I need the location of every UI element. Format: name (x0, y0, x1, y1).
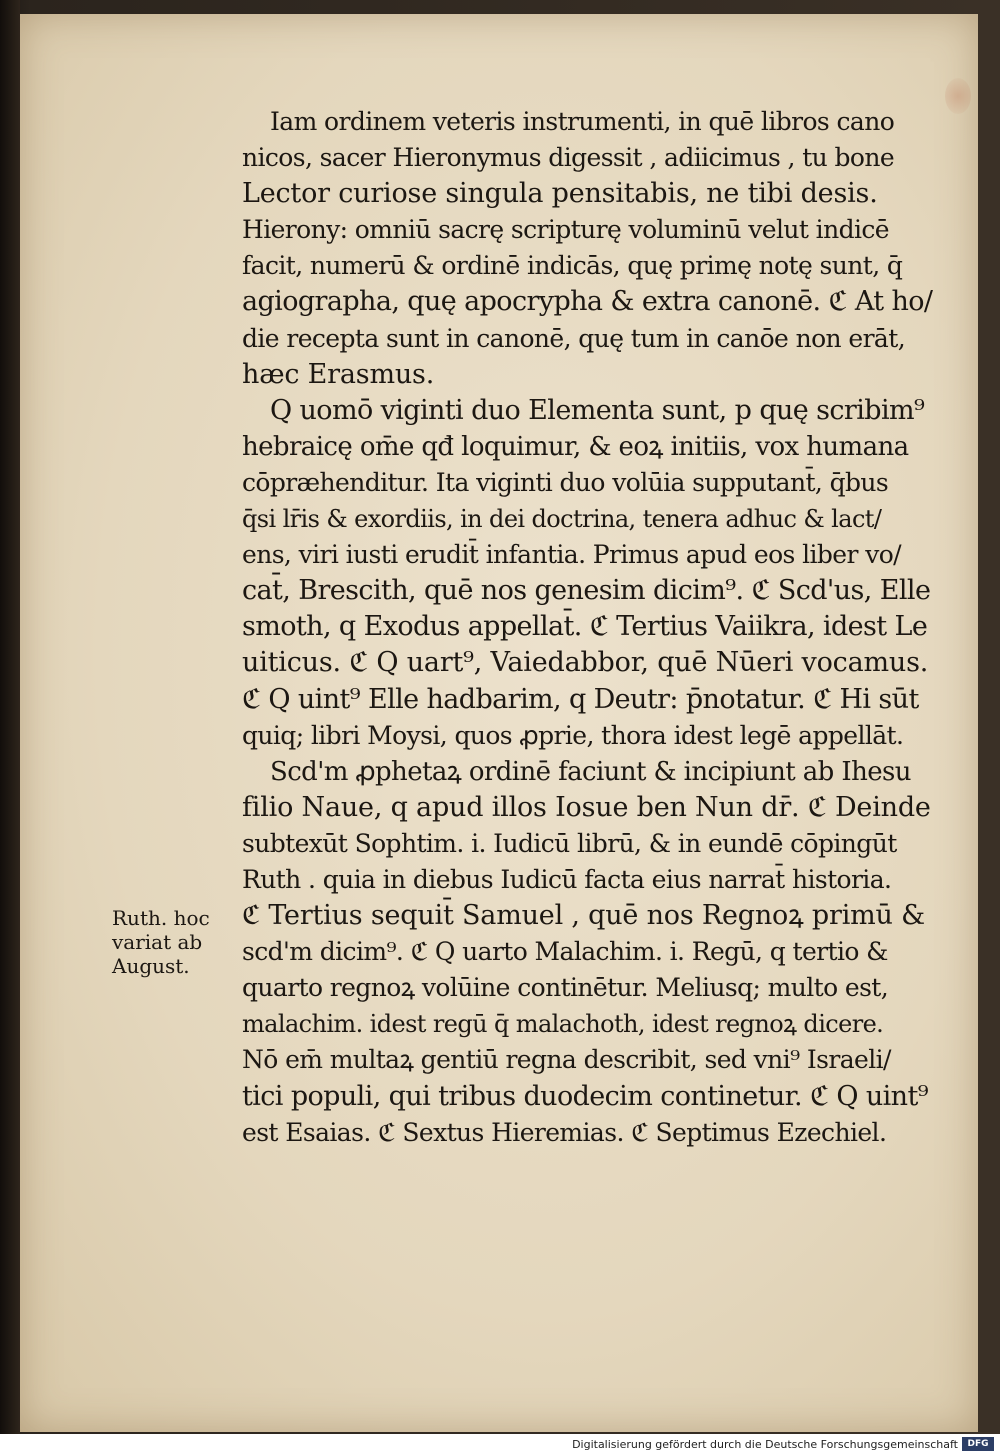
funding-credit: Digitalisierung gefördert durch die Deutsche Forschungsgemeinschaft (572, 1438, 958, 1451)
text-line: ens, viri iusti erudit̄ infantia. Primus apud eos liber vo/ (242, 540, 901, 570)
text-line: scd'm dicim⁹. ℭ Q uarto Malachim. i. Regū, q tertio & (242, 937, 888, 967)
text-line: quiq; libri Moysi, quos ꝓprie, thora idest legē appellāt. (242, 720, 904, 750)
text-line: est Esaias. ℭ Sextus Hieremias. ℭ Septimus Ezechiel. (242, 1117, 887, 1147)
text-line: filio Naue, q apud illos Iosue ben Nun dr̄. ℭ Deinde (242, 791, 931, 823)
margin-note-line: August. (112, 954, 190, 978)
text-line: Hierony: omniū sacrę scripturę voluminū velut indicē (242, 215, 889, 245)
text-line: nicos, sacer Hieronymus digessit , adiicimus , tu bone (242, 143, 895, 173)
text-line: hæc Erasmus. (242, 358, 435, 390)
text-line: agiographa, quę apocrypha & extra canonē. ℭ At ho/ (242, 286, 933, 318)
margin-note (112, 906, 212, 978)
margin-note-line: Ruth. hoc (112, 906, 210, 930)
text-line: smoth, q Exodus appellat̄. ℭ Tertius Vaiikra, idest Le (242, 611, 928, 643)
text-line: cat̄, Brescith, quē nos genesim dicim⁹. ℭ Scd'us, Elle (242, 575, 931, 607)
text-line: Nō em̄ multaꝝ gentiū regna describit, sed vni⁹ Israeli/ (242, 1045, 891, 1075)
footer-bar (0, 1434, 1000, 1454)
margin-note-line: variat ab (112, 930, 203, 954)
text-line: Scd'm ꝓphetaꝝ ordinē faciunt & incipiunt ab Ihesu (270, 756, 911, 787)
main-text-block (242, 104, 932, 1151)
text-line: cōpræhenditur. Ita viginti duo volūia supputant̄, q̄bus (242, 467, 889, 497)
text-line: Ruth . quia in diebus Iudicū facta eius narrat̄ historia. (242, 864, 892, 894)
text-line: facit, numerū & ordinē indicās, quę primę notę sunt, q̄ (242, 251, 903, 281)
text-line: q̄si lr̄is & exordiis, in dei doctrina, tenera adhuc & lact/ (242, 505, 882, 534)
text-line: hebraicę om̄e qđ loquimur, & eoꝝ initiis, vox humana (242, 431, 909, 462)
text-line: Q uomō viginti duo Elementa sunt, p quę scribim⁹ (270, 394, 925, 426)
book-spine-edge (0, 0, 20, 1454)
text-line: Lector curiose singula pensitabis, ne tibi desis. (242, 178, 878, 210)
dfg-logo: DFG (962, 1437, 994, 1451)
text-line: quarto regnoꝝ volūine continētur. Meliusq; multo est, (242, 973, 889, 1003)
text-line: uiticus. ℭ Q uart⁹, Vaiedabbor, quē Nūeri vocamus. (242, 647, 929, 679)
text-line: die recepta sunt in canonē, quę tum in canōe non erāt, (242, 323, 906, 353)
text-line: ℭ Tertius sequit̄ Samuel , quē nos Regnoꝝ primū & (242, 900, 925, 932)
text-line: Iam ordinem veteris instrumenti, in quē libros cano (270, 107, 895, 136)
paper-stain (945, 78, 971, 114)
text-line: subtexūt Sophtim. i. Iudicū librū, & in eundē cōpingūt (242, 828, 897, 858)
text-line: tici populi, qui tribus duodecim continetur. ℭ Q uint⁹ (242, 1080, 928, 1112)
text-line: malachim. idest regū q̄ malachoth, idest regnoꝝ dicere. (242, 1010, 884, 1039)
text-line: ℭ Q uint⁹ Elle hadbarim, q Deutr: p̄notatur. ℭ Hi sūt (242, 683, 919, 715)
